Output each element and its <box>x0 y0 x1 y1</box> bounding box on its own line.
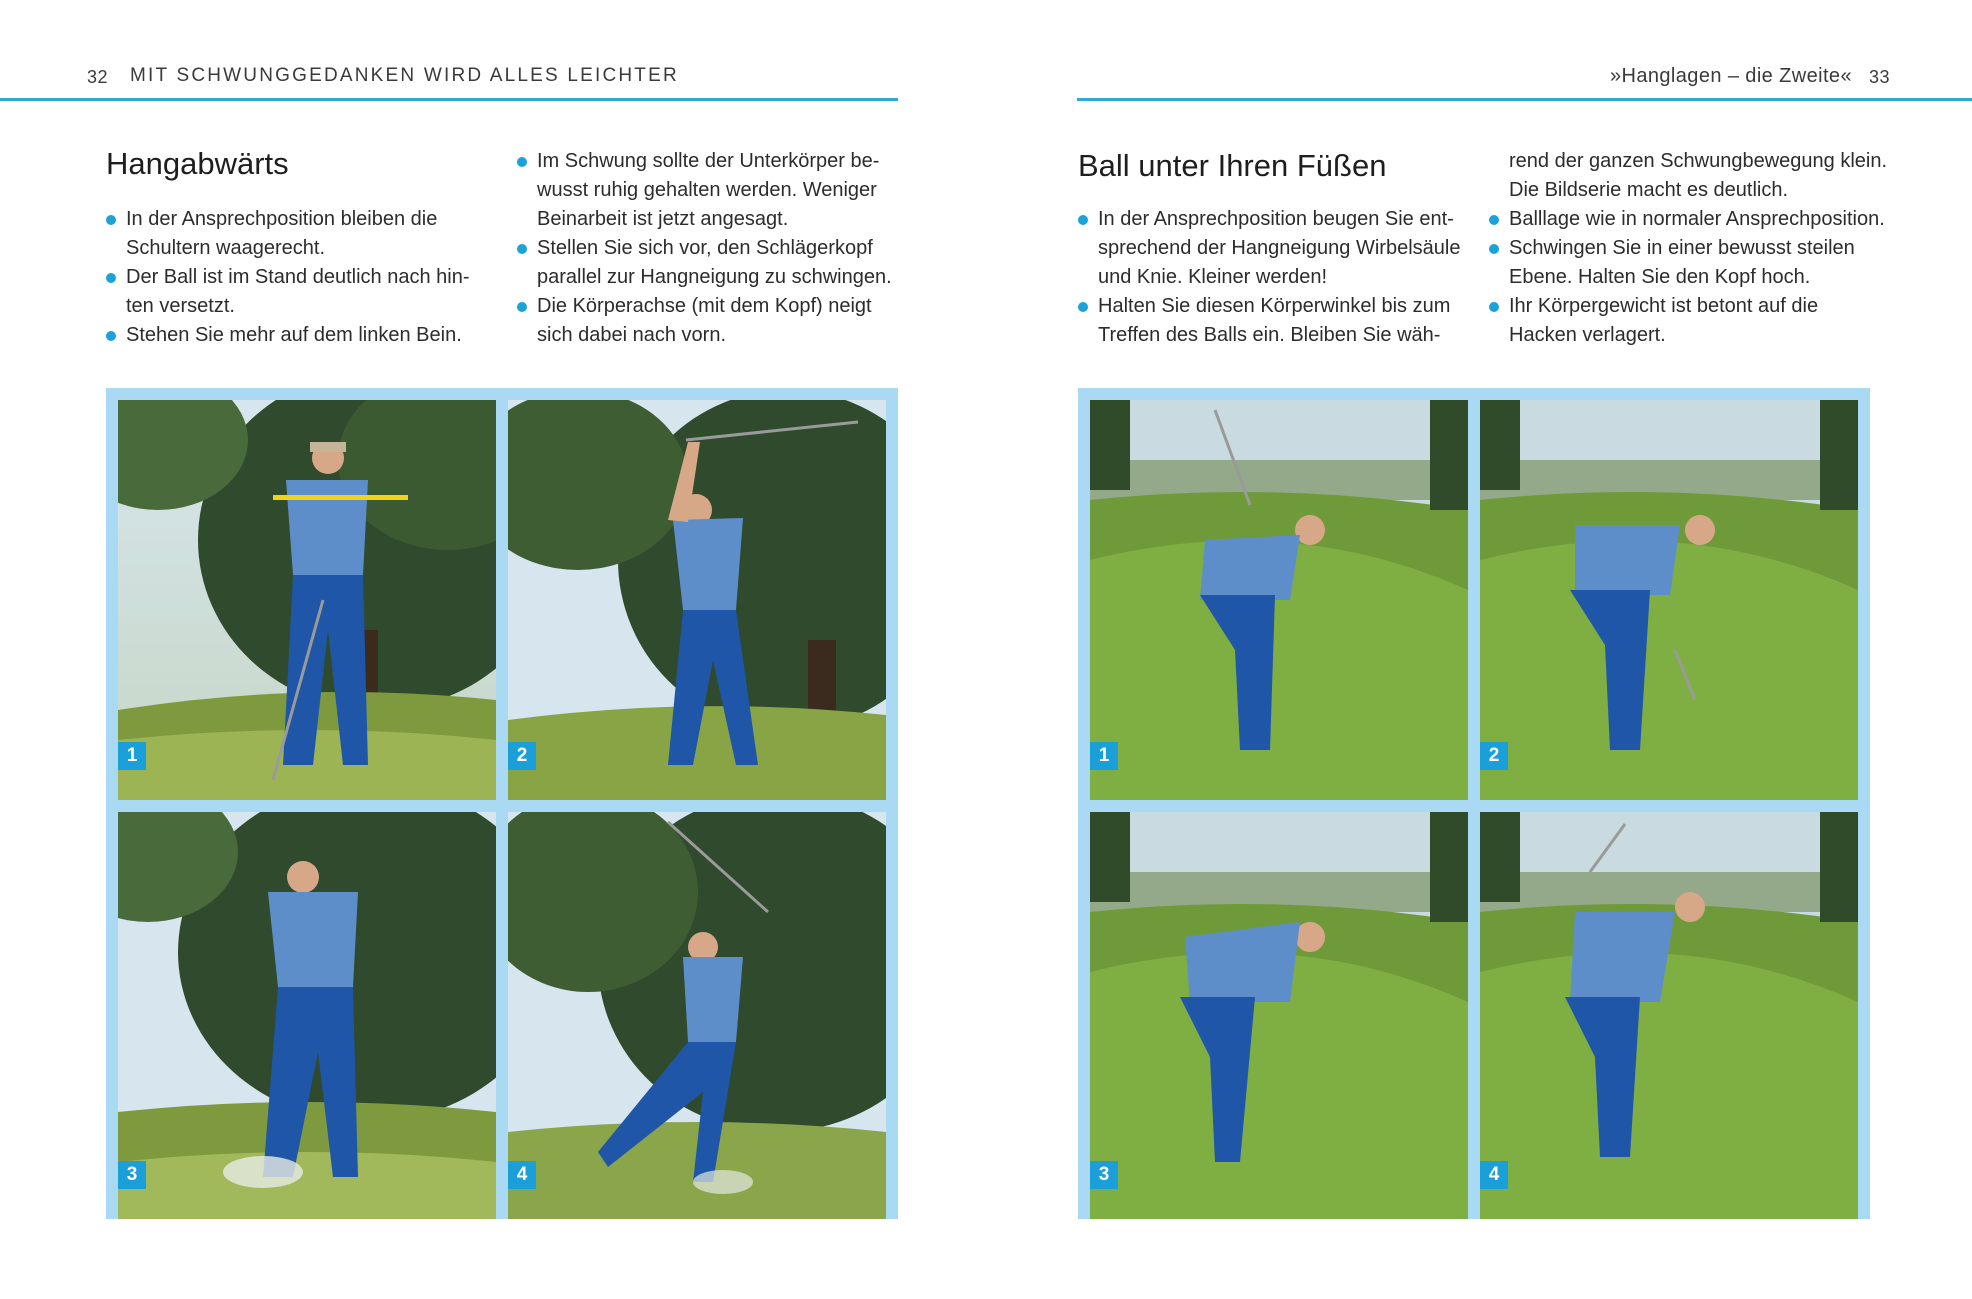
photo-number-badge: 1 <box>1090 742 1118 770</box>
bullet-item: Balllage wie in normaler Ansprechposition. <box>1489 205 1889 234</box>
photo-number-badge: 2 <box>1480 742 1508 770</box>
text-column-left-2 <box>517 147 902 350</box>
bullet-item: Schwingen Sie in einer bewusst steilen Ebene. Halten Sie den Kopf hoch. <box>1489 234 1889 292</box>
section-title-left: Hangabwärts <box>106 146 289 181</box>
section-title-right: Ball unter Ihren Füßen <box>1078 148 1387 183</box>
running-header-right: »Hanglagen – die Zweite« <box>1610 65 1852 87</box>
golf-photo <box>118 812 496 1219</box>
text-column-right-1 <box>1078 205 1468 350</box>
header-rule-right <box>1077 98 1972 101</box>
golf-photo <box>118 400 496 800</box>
page-number-right: 33 <box>1869 67 1891 87</box>
running-header-left: MIT SCHWUNGGEDANKEN WIRD ALLES LEICHTER <box>130 65 679 86</box>
header-rule-left <box>0 98 898 101</box>
photo-number-badge: 4 <box>1480 1161 1508 1189</box>
photo-number-badge: 3 <box>118 1161 146 1189</box>
photo-number-badge: 3 <box>1090 1161 1118 1189</box>
bullet-item: Ihr Körpergewicht ist betont auf die Hacken verlagert. <box>1489 292 1889 350</box>
bullet-item: Der Ball ist im Stand deutlich nach hin-ten versetzt. <box>106 263 491 321</box>
photo-number-badge: 4 <box>508 1161 536 1189</box>
bullet-item: Im Schwung sollte der Unterkörper be-wusst ruhig gehalten werden. Weniger Beinarbeit ist jetzt angesagt. <box>517 147 902 234</box>
golf-photo <box>1090 400 1468 800</box>
bullet-item: Die Körperachse (mit dem Kopf) neigt sich dabei nach vorn. <box>517 292 902 350</box>
bullet-item: In der Ansprechposition beugen Sie ent-sprechend der Hangneigung Wirbelsäule und Knie. Kleiner werden! <box>1078 205 1468 292</box>
golf-photo <box>1090 812 1468 1219</box>
photo-number-badge: 1 <box>118 742 146 770</box>
golf-photo <box>1480 812 1858 1219</box>
golf-photo <box>508 400 886 800</box>
bullet-item: Stehen Sie mehr auf dem linken Bein. <box>106 321 491 350</box>
photo-gallery-right <box>1078 388 1870 1219</box>
golf-photo <box>1480 400 1858 800</box>
text-column-left-1 <box>106 205 491 350</box>
photo-number-badge: 2 <box>508 742 536 770</box>
page-number-left: 32 <box>87 67 109 87</box>
bullet-item: In der Ansprechposition bleiben die Schultern waagerecht. <box>106 205 491 263</box>
continued-text: rend der ganzen Schwungbewegung klein. Die Bildserie macht es deutlich. <box>1509 150 1888 201</box>
text-column-right-2 <box>1489 147 1889 350</box>
bullet-item: Stellen Sie sich vor, den Schlägerkopf parallel zur Hangneigung zu schwingen. <box>517 234 902 292</box>
photo-gallery-left <box>106 388 898 1219</box>
golf-photo <box>508 812 886 1219</box>
bullet-item: Halten Sie diesen Körperwinkel bis zum Treffen des Balls ein. Bleiben Sie wäh- <box>1078 292 1468 350</box>
